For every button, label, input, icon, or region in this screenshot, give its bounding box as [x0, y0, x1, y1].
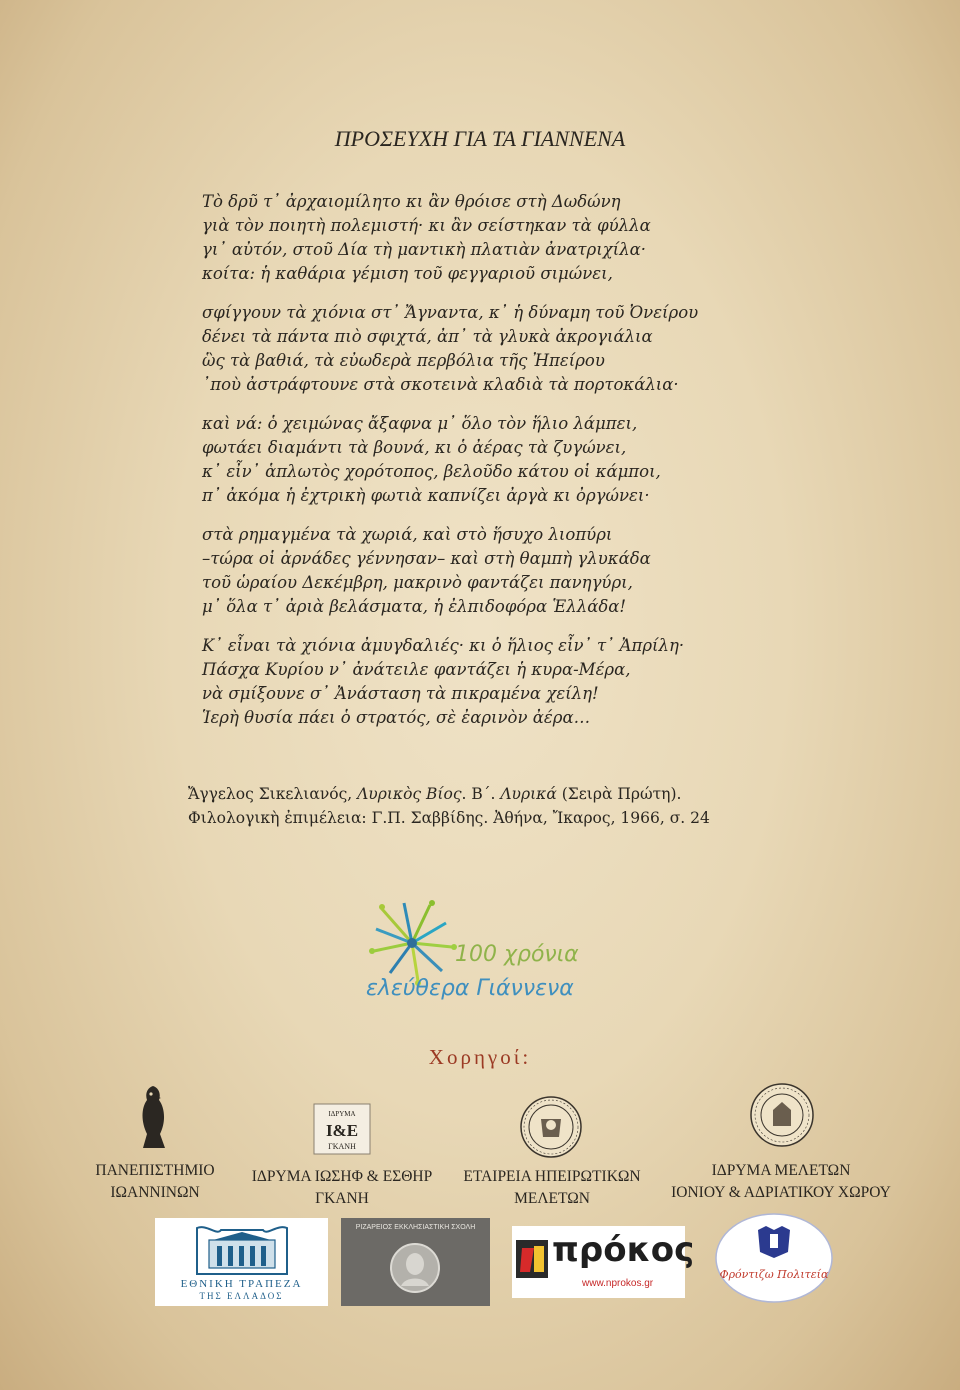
starburst-icon	[369, 900, 457, 986]
poem-line: καὶ νά: ὁ χειμώνας ἄξαφνα μ᾽ ὅλο τὸν ἥλιο λάμπει,	[202, 414, 638, 433]
foundation-emblem-icon	[313, 1103, 371, 1155]
prokos-mark-icon	[512, 1226, 552, 1298]
poem-line: γιὰ τὸν ποιητὴ πολεμιστή· κι ἂν σείστηκαν τὰ φύλλα	[202, 216, 651, 235]
foundation-emblem-top: ΙΔΡΥΜΑ	[328, 1110, 356, 1118]
poem-line: γι᾽ αὐτόν, στοῦ Δία τὴ μαντικὴ πλατιὰν ἀνατριχίλα·	[202, 240, 647, 259]
stanza-5	[202, 634, 842, 730]
foundation-emblem-bottom: ΓΚΑΝΗ	[328, 1142, 356, 1151]
epirus-line-2: ΜΕΛΕΤΩΝ	[514, 1190, 590, 1207]
society-seal-icon	[519, 1095, 583, 1159]
poem-line: Πάσχα Κυρίου ν᾽ ἀνάτειλε φαντάζει ἡ κυρα-Μέρα,	[202, 660, 631, 679]
frontizo-logo	[714, 1212, 834, 1304]
poem-title: ΠΡΟΣΕΥΧΗ ΓΙΑ ΤΑ ΓΙΑΝΝΕΝΑ	[334, 126, 626, 151]
university-line-2: ΙΩΑΝΝΙΝΩΝ	[110, 1184, 200, 1201]
citation-author: Ἄγγελος Σικελιανός,	[188, 785, 358, 803]
institute-seal-icon	[749, 1082, 815, 1148]
citation	[188, 782, 908, 830]
foundation-emblem-mid: I&E	[325, 1121, 359, 1140]
stanza-2	[202, 301, 842, 397]
poem-line: κοίτα: ἡ καθάρια γέμιση τοῦ φεγγαριοῦ σιμώνει,	[202, 264, 613, 283]
bank-logo	[155, 1218, 328, 1306]
prokos-name: πρόκος	[552, 1230, 695, 1270]
prokos-url: www.nprokos.gr	[582, 1278, 654, 1289]
poem	[202, 190, 842, 745]
poem-line: φωτάει διαμάντι τὰ βουνά, κι ὁ ἀέρας τὰ ζυγώνει,	[202, 438, 627, 457]
school-logo	[341, 1218, 490, 1306]
stanza-3	[202, 412, 842, 508]
epirus-line-1: ΕΤΑΙΡΕΙΑ ΗΠΕΙΡΩΤΙΚΩΝ	[463, 1168, 641, 1185]
stanza-4	[202, 523, 842, 619]
frontizo-badge-icon	[714, 1212, 834, 1304]
frontizo-label: Φρόντιζω Πολιτεία	[719, 1268, 829, 1281]
sponsor-university-name	[70, 1160, 240, 1204]
bank-line-1: ΕΘΝΙΚΗ ΤΡΑΠΕΖΑ	[180, 1278, 303, 1290]
poem-line: ᾽ποὺ ἀστράφτουνε στὰ σκοτεινὰ κλαδιὰ τὰ πορτοκάλια·	[202, 375, 679, 394]
citation-book: Λυρικὸς Βίος	[357, 785, 462, 803]
poem-line: κ᾽ εἶν᾽ ἁπλωτὸς χορότοπος, βελοῦδο κάτου οἱ κάμποι,	[202, 462, 661, 481]
poem-line: νὰ σμίξουνε σ᾽ Ἀνάσταση τὰ πικραμένα χείλη!	[202, 684, 599, 703]
ionian-line-2: ΙΟΝΙΟΥ & ΑΔΡΙΑΤΙΚΟΥ ΧΩΡΟΥ	[671, 1184, 891, 1201]
stanza-1	[202, 190, 842, 286]
citation-series: (Σειρὰ Πρώτη).	[556, 785, 682, 803]
bank-line-2: ΤΗΣ ΕΛΛΑΔΟΣ	[199, 1291, 284, 1301]
poem-line: π᾽ ἀκόμα ἡ ἐχτρικὴ φωτιὰ καπνίζει ἀργὰ κι ὀργώνει·	[202, 486, 650, 505]
sponsors-heading: Χορηγοί:	[428, 1045, 532, 1069]
poem-line: Κ᾽ εἶναι τὰ χιόνια ἀμυγδαλιές· κι ὁ ἥλιος εἶν᾽ τ᾽ Ἀπρίλη·	[202, 636, 685, 655]
school-label: ΡΙΖΑΡΕΙΟΣ ΕΚΚΛΗΣΙΑΣΤΙΚΗ ΣΧΟΛΗ	[355, 1224, 476, 1231]
poem-line: Τὸ δρῦ τ᾽ ἀρχαιομίλητο κι ἂν θρόισε στὴ Δωδώνη	[202, 192, 621, 211]
owl-icon	[133, 1082, 175, 1152]
citation-volume: . Β΄.	[461, 785, 501, 803]
poem-line: στὰ ρημαγμένα τὰ χωριά, καὶ στὸ ἥσυχο λιοπύρι	[202, 525, 613, 544]
portrait-medallion-icon	[341, 1218, 490, 1306]
poem-line: τοῦ ὡραίου Δεκέμβρη, μακρινὸ φαντάζει πανηγύρι,	[202, 573, 633, 592]
citation-subtitle: Λυρικά	[500, 785, 557, 803]
foundation-line-2: ΓΚΑΝΗ	[315, 1190, 369, 1207]
poem-line: δένει τὰ πάντα πιὸ σφιχτά, ἀπ᾽ τὰ γλυκὰ ἀκρογιάλια	[202, 327, 653, 346]
poem-line: –τώρα οἱ ἀρνάδες γέννησαν– καὶ στὴ θαμπὴ γλυκάδα	[202, 549, 651, 568]
foundation-line-1: ΙΔΡΥΜΑ ΙΩΣΗΦ & ΕΣΘΗΡ	[251, 1168, 433, 1185]
citation-line-2: Φιλολογικὴ ἐπιμέλεια: Γ.Π. Σαββίδης. Ἀθήνα, Ἴκαρος, 1966, σ. 24	[188, 809, 710, 827]
centenary-logo	[360, 895, 620, 1015]
logo-line-2: ελεύθερα Γιάννενα	[366, 976, 574, 1001]
poem-line: σφίγγουν τὰ χιόνια στ᾽ Ἄγναντα, κ᾽ ἡ δύναμη τοῦ Ὀνείρου	[202, 303, 699, 322]
ionian-line-1: ΙΔΡΥΜΑ ΜΕΛΕΤΩΝ	[711, 1162, 851, 1179]
poem-line: μ᾽ ὅλα τ᾽ ἀριὰ βελάσματα, ἡ ἐλπιδοφόρα Ἑλλάδα!	[202, 597, 627, 616]
sponsor-epirus-name	[446, 1166, 658, 1210]
prokos-logo	[512, 1226, 695, 1298]
university-line-1: ΠΑΝΕΠΙΣΤΗΜΙΟ	[95, 1162, 215, 1179]
sponsor-ionian-name	[650, 1160, 912, 1204]
sponsor-foundation-name	[240, 1166, 444, 1210]
poem-line: Ἱερὴ θυσία πάει ὁ στρατός, σὲ ἐαρινὸν ἀέρα…	[202, 708, 591, 727]
poem-line: ὣς τὰ βαθιά, τὰ εὐωδερὰ περβόλια τῆς Ἠπείρου	[202, 351, 605, 370]
logo-line-1: 100 χρόνια	[455, 942, 579, 967]
bank-building-icon	[155, 1218, 328, 1278]
citation-line-1	[188, 782, 908, 806]
